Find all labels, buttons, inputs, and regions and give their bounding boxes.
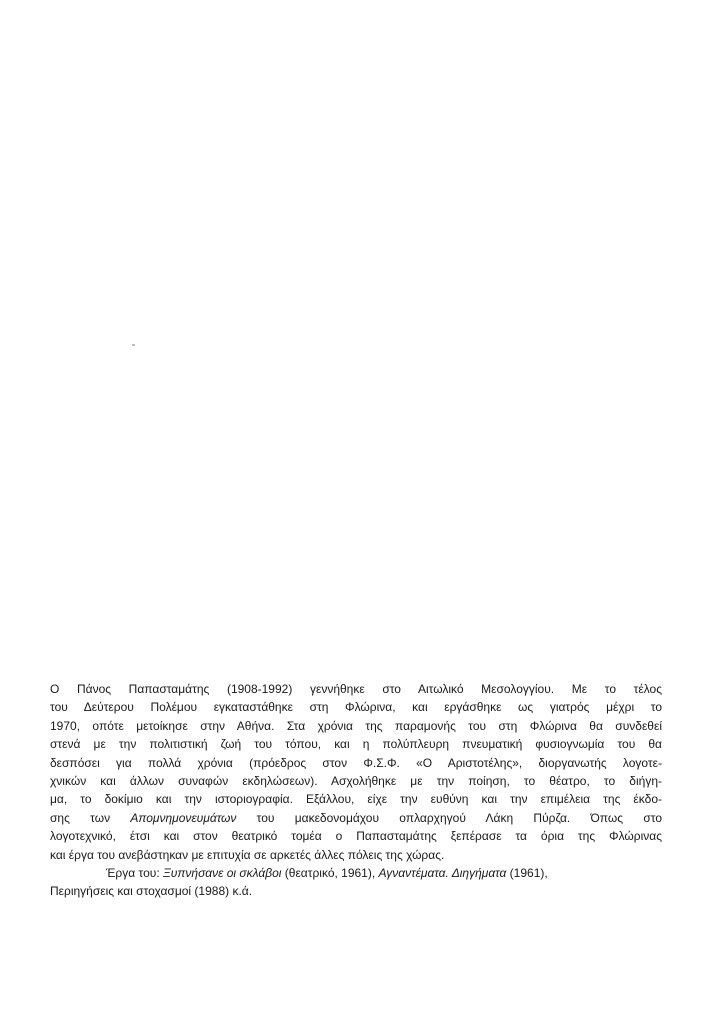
works-label: Έργα του: [106, 865, 163, 880]
bio-text: σης των [50, 810, 131, 825]
memoirs-title: Απομνημονευμάτων [130, 810, 237, 825]
bio-line: Ο Πάνος Παπασταμάτης (1908-1992) γεννήθηκε στο Αιτωλικό Μεσολογγίου. Με το τέλος [50, 682, 662, 696]
bio-line: στενά με την πολιτιστική ζωή του τόπου, και η πολύπλευρη πνευματική φυσιογνωμία του θα [50, 737, 662, 752]
bio-line: 1970, οπότε μετοίκησε στην Αθήνα. Στα χρόνια της παραμονής του στη Φλώρινα θα συνδεθεί [50, 718, 662, 733]
work-note: (1961), [506, 865, 548, 880]
bio-line: μα, το δοκίμιο και την ιστοριογραφία. Εξάλλου, είχε την ευθύνη και την επιμέλεια της έκδο- [50, 792, 662, 807]
bio-line: χνικών και άλλων συναφών εκδηλώσεων). Ασχολήθηκε με την ποίηση, το θέατρο, το διήγη- [50, 773, 662, 788]
work-note: (θεατρικό, 1961), [281, 865, 379, 880]
works-line [50, 864, 662, 882]
author-biography [50, 680, 662, 901]
work-title: Αγναντέματα. Διηγήματα [378, 865, 507, 880]
bio-line [50, 809, 662, 827]
work-title: Ξυπνήσανε οι σκλάβοι [162, 865, 282, 880]
works-line: Περιηγήσεις και στοχασμοί (1988) κ.ά. [50, 884, 253, 899]
scan-speck [132, 344, 135, 346]
bio-line: δεσπόσει για πολλά χρόνια (πρόεδρος στον Φ.Σ.Φ. «Ο Αριστοτέλης», διοργανωτής λογοτε- [50, 755, 662, 770]
bio-line: και έργα του ανεβάστηκαν με επιτυχία σε αρκετές άλλες πόλεις της χώρας. [50, 847, 445, 862]
bio-line: του Δεύτερου Πολέμου εγκαταστάθηκε στη Φλώρινα, και εργάσθηκε ως γιατρός μέχρι το [50, 700, 662, 715]
bio-text: του μακεδονομάχου οπλαρχηγού Λάκη Πύρζα. Όπως στο [236, 810, 662, 825]
bio-line: λογοτεχνικό, έτσι και στον θεατρικό τομέα ο Παπασταμάτης ξεπέρασε τα όρια της Φλώρινας [50, 829, 662, 844]
